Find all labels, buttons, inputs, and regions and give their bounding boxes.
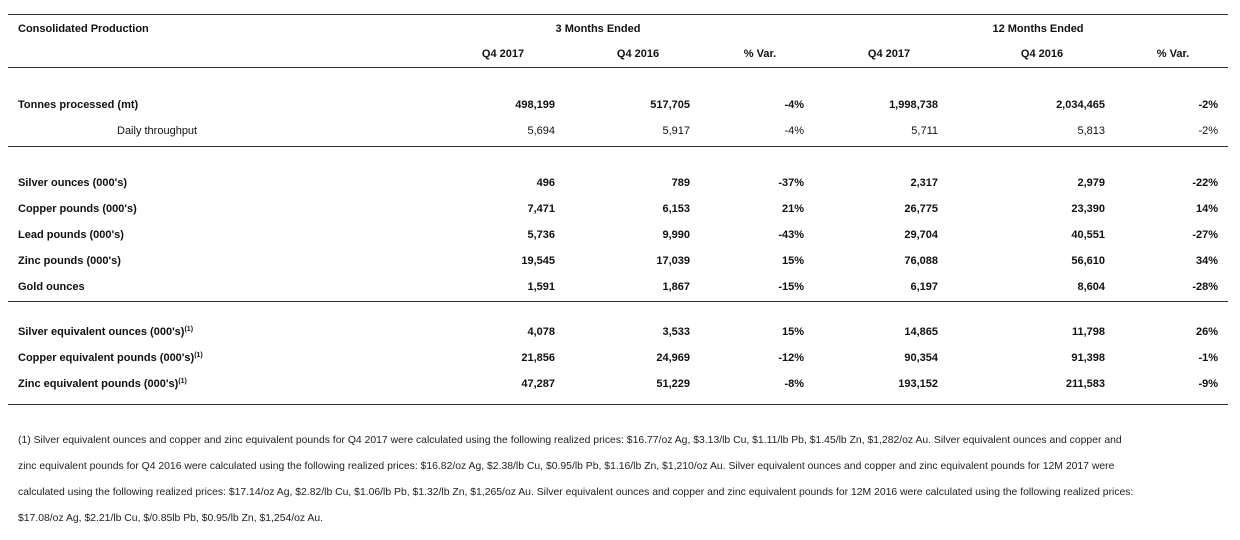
row-label-text: Zinc pounds (000's) (18, 255, 121, 267)
row-label-text: Silver equivalent ounces (000's) (18, 326, 185, 338)
table-cell: 21,856 (521, 352, 555, 364)
section-rule (8, 404, 1228, 405)
footnote-marker: (1) (178, 378, 187, 385)
table-cell: 5,694 (527, 125, 555, 137)
table-cell: 15% (781, 326, 804, 338)
col-header-var-3m: % Var. (743, 48, 777, 60)
row-label (18, 324, 193, 340)
table-cell: 90,354 (904, 352, 938, 364)
row-label (18, 201, 137, 217)
table-cell: 6,153 (662, 203, 690, 215)
col-header-q4-2017-3m: Q4 2017 (481, 48, 525, 60)
table-cell: 11,798 (1071, 326, 1105, 338)
group-3-months: 3 Months Ended (555, 23, 641, 35)
row-label (18, 175, 127, 191)
table-cell: 29,704 (904, 229, 938, 241)
row-label (18, 376, 187, 392)
row-label (18, 350, 203, 366)
header-row-1 (8, 21, 1228, 37)
table-cell: 2,317 (910, 177, 938, 189)
row-label-text: Gold ounces (18, 281, 85, 293)
table-cell: 517,705 (650, 99, 690, 111)
section-rule (8, 301, 1228, 302)
row-label-text: Lead pounds (000's) (18, 229, 124, 241)
table-cell: 193,152 (898, 378, 938, 390)
row-label-text: Silver ounces (000's) (18, 177, 128, 189)
table-row (8, 97, 1228, 113)
table-cell: -4% (784, 99, 804, 111)
table-row (8, 175, 1228, 191)
table-cell: 4,078 (527, 326, 555, 338)
table-cell: 498,199 (515, 99, 555, 111)
table-row (8, 350, 1228, 366)
table-cell: 5,736 (527, 229, 555, 241)
footnote-line: calculated using the following realized prices: $17.14/oz Ag, $2.82/lb Cu, $1.06/lb Pb, $1.32/lb Zn, $1,265/oz Au. Silver equivalent ounces and copper and zinc equivalent pounds for 12M 2016 were calculated using the following realized prices: (18, 487, 1134, 498)
row-label (18, 227, 124, 243)
table-cell: 8,604 (1077, 281, 1105, 293)
table-cell: 23,390 (1071, 203, 1105, 215)
footnote-marker: (1) (184, 326, 194, 333)
group-12-months: 12 Months Ended (992, 23, 1084, 35)
footnote-line: (1) Silver equivalent ounces and copper and zinc equivalent pounds for Q4 2017 were calculated using the following realized prices: $16.77/oz Ag, $3.13/lb Cu, $1.11/lb Pb, $1.45/lb Zn, $1,282/oz Au. Silver equivalent ounces and copper and (18, 435, 1122, 446)
table-cell: -2% (1198, 125, 1218, 137)
header-rule (8, 67, 1228, 68)
table-row (8, 123, 1228, 139)
table-cell: 2,034,465 (1056, 99, 1105, 111)
table-cell: -37% (778, 177, 804, 189)
table-cell: 1,591 (527, 281, 555, 293)
table-cell: -9% (1198, 378, 1218, 390)
col-header-q4-2016-3m: Q4 2016 (616, 48, 660, 60)
table-cell: 21% (781, 203, 804, 215)
table-cell: 40,551 (1071, 229, 1105, 241)
row-label-text: Copper equivalent pounds (000's) (18, 352, 195, 364)
table-cell: 26% (1195, 326, 1218, 338)
col-header-var-12m: % Var. (1156, 48, 1190, 60)
table-cell: 211,583 (1065, 378, 1105, 390)
table-cell: 34% (1195, 255, 1218, 267)
table-cell: 19,545 (521, 255, 555, 267)
table-cell: 14,865 (904, 326, 938, 338)
table-cell: -15% (778, 281, 804, 293)
table-cell: 91,398 (1071, 352, 1105, 364)
table-cell: 5,711 (911, 125, 938, 137)
footnote-marker: (1) (194, 352, 203, 359)
table-cell: 14% (1195, 203, 1218, 215)
table-cell: 5,813 (1077, 125, 1105, 137)
footnote (18, 428, 1218, 532)
table-cell: -43% (778, 229, 804, 241)
footnote-line: $17.08/oz Ag, $2.21/lb Cu, $/0.85lb Pb, $0.95/lb Zn, $1,254/oz Au. (18, 513, 324, 524)
table-cell: 56,610 (1071, 255, 1105, 267)
table-cell: 2,979 (1077, 177, 1105, 189)
table-cell: 6,197 (910, 281, 938, 293)
table-cell: 47,287 (521, 378, 555, 390)
top-rule (8, 14, 1228, 15)
table-cell: 15% (781, 255, 804, 267)
table-cell: 51,229 (656, 378, 690, 390)
col-header-q4-2017-12m: Q4 2017 (867, 48, 911, 60)
row-label-text: Tonnes processed (mt) (18, 99, 139, 111)
row-label (117, 123, 197, 139)
table-cell: 26,775 (904, 203, 938, 215)
table-row (8, 253, 1228, 269)
table-row (8, 201, 1228, 217)
table-cell: 5,917 (662, 125, 690, 137)
col-header-q4-2016-12m: Q4 2016 (1020, 48, 1064, 60)
table-cell: -4% (784, 125, 804, 137)
table-cell: -12% (778, 352, 804, 364)
table-cell: -1% (1198, 352, 1218, 364)
row-label (18, 97, 138, 113)
table-cell: 17,039 (656, 255, 690, 267)
table-cell: 24,969 (656, 352, 690, 364)
table-cell: 76,088 (904, 255, 938, 267)
table-row (8, 227, 1228, 243)
header-row-2 (8, 46, 1228, 62)
row-label (18, 253, 121, 269)
table-row (8, 279, 1228, 295)
row-label-text: Daily throughput (117, 125, 198, 137)
table-cell: -8% (784, 378, 804, 390)
table-cell: 9,990 (662, 229, 690, 241)
footnote-line: zinc equivalent pounds for Q4 2016 were calculated using the following realized prices: $16.82/oz Ag, $2.38/lb Cu, $0.95/lb Pb, $1.16/lb Zn, $1,210/oz Au. Silver equivalent ounces and copper and zinc equivalent pounds for 12M 2017 were (18, 461, 1115, 472)
table-row (8, 376, 1228, 392)
table-title: Consolidated Production (18, 23, 149, 35)
row-label-text: Zinc equivalent pounds (000's) (18, 378, 179, 390)
table-cell: 496 (536, 177, 555, 189)
table-row (8, 324, 1228, 340)
section-rule (8, 146, 1228, 147)
row-label (18, 279, 85, 295)
table-cell: 1,867 (662, 281, 690, 293)
table-cell: 7,471 (527, 203, 555, 215)
table-cell: 789 (671, 177, 690, 189)
table-cell: -28% (1192, 281, 1218, 293)
table-cell: -2% (1198, 99, 1218, 111)
row-label-text: Copper pounds (000's) (18, 203, 137, 215)
table-cell: -27% (1192, 229, 1218, 241)
table-cell: -22% (1192, 177, 1218, 189)
table-cell: 3,533 (662, 326, 690, 338)
table-cell: 1,998,738 (889, 99, 938, 111)
